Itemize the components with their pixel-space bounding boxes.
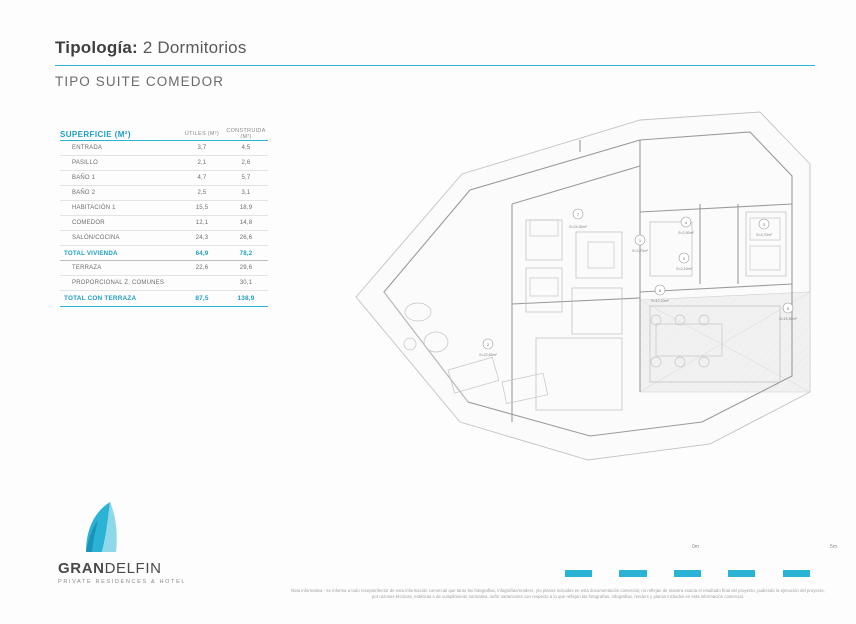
room-area: S=3,70m² xyxy=(632,249,648,253)
brand-logo xyxy=(58,500,258,585)
row-construida: 29,6 xyxy=(224,261,268,276)
row-name: COMEDOR xyxy=(60,216,180,231)
room-area: S=4,70m² xyxy=(756,233,772,237)
row-name: BAÑO 2 xyxy=(60,186,180,201)
surface-table-container xyxy=(60,128,268,307)
row-name: TERRAZA xyxy=(60,261,180,276)
brand-name xyxy=(58,560,258,577)
grand-total-utiles: 87,5 xyxy=(180,291,224,307)
scale-segment xyxy=(647,570,674,577)
table-header-utiles: ÚTILES (M²) xyxy=(180,128,224,141)
room-number: 2 xyxy=(486,342,490,347)
room-area: S=2,10m² xyxy=(676,267,692,271)
brand-tagline: PRIVATE RESIDENCES & HOTEL xyxy=(58,579,187,585)
dolphin-sail-icon xyxy=(80,500,126,554)
table-total-row xyxy=(60,246,268,261)
floor-plan-drawing xyxy=(340,92,830,482)
row-construida: 18,9 xyxy=(224,201,268,216)
row-construida: 4,5 xyxy=(224,141,268,156)
total-name: TOTAL VIVIENDA xyxy=(60,246,180,261)
scale-label-zero: 0m xyxy=(692,544,699,550)
row-construida: 14,8 xyxy=(224,216,268,231)
total-construida: 78,2 xyxy=(224,246,268,261)
brand-name-bold: GRAN xyxy=(58,560,105,577)
room-number: 4 xyxy=(684,220,688,225)
row-utiles: 3,7 xyxy=(180,141,224,156)
table-grand-total-row xyxy=(60,291,268,307)
title-divider xyxy=(55,65,815,66)
grand-total-name: TOTAL CON TERRAZA xyxy=(60,291,180,307)
table-row xyxy=(60,276,268,291)
row-construida: 2,6 xyxy=(224,156,268,171)
grand-total-construida: 138,9 xyxy=(224,291,268,307)
legal-note: Nota informativa - se informa a todo receptor/lector de esta información comercial que tanto las fotografías, infografías/renders, y/o planos incluidos en esta documentación comercial, no reflejan de manera exacta el resultado final del proyecto, pudiendo la ejecución del proyecto, por razones técnicas, estéticas o de cumplimiento normativa, sufrir variaciones con respecto a lo que reflejan las fotografías, infografías, renders y planos incluidos en esta información comercial. xyxy=(291,588,825,600)
title-value: 2 Dormitorios xyxy=(142,38,247,57)
scale-segment xyxy=(619,570,646,577)
row-construida: 30,1 xyxy=(224,276,268,291)
room-area: S=22,60m² xyxy=(479,353,497,357)
page-subtitle: TIPO SUITE COMEDOR xyxy=(55,74,225,89)
plan-outline xyxy=(356,112,810,460)
brand-name-thin: DELFIN xyxy=(104,560,162,577)
row-utiles: 2,5 xyxy=(180,186,224,201)
table-row xyxy=(60,156,268,171)
room-number: 1 xyxy=(638,238,642,243)
floor-plan xyxy=(340,92,830,482)
row-utiles: 2,1 xyxy=(180,156,224,171)
page-title xyxy=(55,38,815,58)
scale-label-five: 5m xyxy=(830,544,837,550)
room-area: S=15,50m² xyxy=(779,317,797,321)
table-row xyxy=(60,231,268,246)
scale-segment xyxy=(728,570,755,577)
scale-segment xyxy=(565,570,592,577)
row-construida: 5,7 xyxy=(224,171,268,186)
row-name: HABITACIÓN 1 xyxy=(60,201,180,216)
table-header-row xyxy=(60,128,268,141)
room-number: 7 xyxy=(576,212,580,217)
table-header-construida: CONSTRUIDA (M²) xyxy=(224,128,268,141)
table-row xyxy=(60,216,268,231)
scale-segment xyxy=(592,570,619,577)
scale-segment xyxy=(810,570,837,577)
table-row xyxy=(60,201,268,216)
table-header-title: SUPERFICIE (M²) xyxy=(60,128,180,141)
table-row xyxy=(60,261,268,276)
row-utiles: 24,3 xyxy=(180,231,224,246)
table-row xyxy=(60,171,268,186)
row-construida: 3,1 xyxy=(224,186,268,201)
surface-table xyxy=(60,128,268,307)
room-number: 3 xyxy=(762,222,766,227)
document-header xyxy=(55,38,815,89)
scale-segment xyxy=(783,570,810,577)
title-label: Tipología: xyxy=(55,38,138,57)
room-area: S=2,50m² xyxy=(678,231,694,235)
row-name: BAÑO 1 xyxy=(60,171,180,186)
row-utiles: 15,5 xyxy=(180,201,224,216)
row-construida: 26,6 xyxy=(224,231,268,246)
row-utiles: 12,1 xyxy=(180,216,224,231)
row-name: SALÓN/COCINA xyxy=(60,231,180,246)
row-name: ENTRADA xyxy=(60,141,180,156)
table-row xyxy=(60,141,268,156)
room-area: S=24,30m² xyxy=(569,225,587,229)
room-number: 2 xyxy=(682,256,686,261)
scale-bar xyxy=(565,544,837,582)
scale-segment xyxy=(674,570,701,577)
scale-labels xyxy=(565,544,837,570)
row-utiles: 4,7 xyxy=(180,171,224,186)
table-row xyxy=(60,186,268,201)
scale-segments xyxy=(565,570,837,582)
row-name: PROPORCIONAL Z. COMUNES xyxy=(60,276,180,291)
room-number: 5 xyxy=(786,306,790,311)
row-name: PASILLO xyxy=(60,156,180,171)
scale-segment xyxy=(701,570,728,577)
row-utiles xyxy=(180,276,224,291)
row-utiles: 22,6 xyxy=(180,261,224,276)
room-number: 6 xyxy=(658,288,662,293)
scale-segment xyxy=(755,570,782,577)
room-area: S=12,10m² xyxy=(651,299,669,303)
total-utiles: 64,9 xyxy=(180,246,224,261)
